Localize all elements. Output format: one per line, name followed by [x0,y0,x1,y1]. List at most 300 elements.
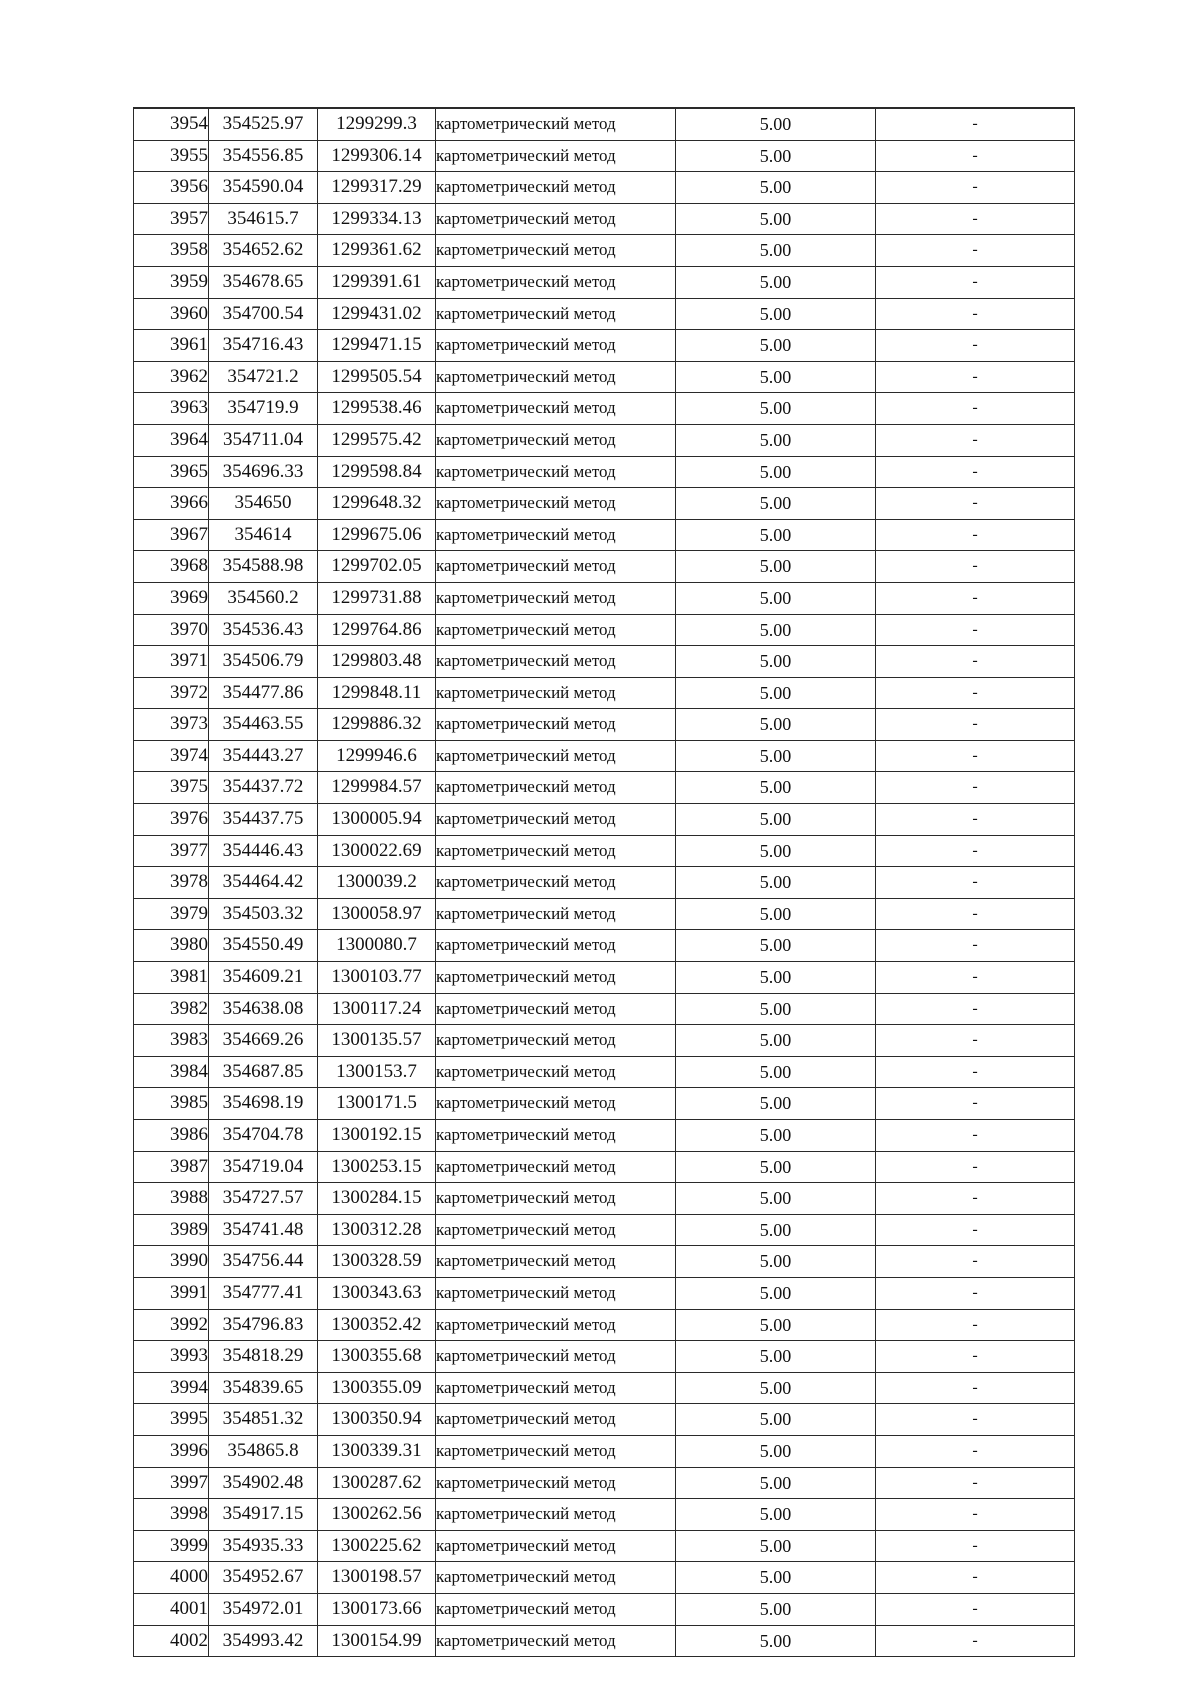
method-cell: картометрический метод [436,1120,676,1152]
precision-cell: 5.00 [676,1530,876,1562]
table-row [134,393,1075,425]
point-number-cell: 3974 [134,740,209,772]
note-cell: - [876,1088,1075,1120]
method-cell: картометрический метод [436,266,676,298]
coordinate-x-cell: 354503.32 [209,898,318,930]
method-cell: картометрический метод [436,551,676,583]
point-number-cell: 3962 [134,361,209,393]
coordinate-y-cell: 1299764.86 [318,614,436,646]
table-row [134,1277,1075,1309]
table-row [134,456,1075,488]
coordinate-x-cell: 354477.86 [209,677,318,709]
note-cell: - [876,1151,1075,1183]
table-row [134,140,1075,172]
note-cell: - [876,551,1075,583]
note-cell: - [876,1625,1075,1657]
precision-cell: 5.00 [676,488,876,520]
method-cell: картометрический метод [436,140,676,172]
note-cell: - [876,1372,1075,1404]
precision-cell: 5.00 [676,1625,876,1657]
point-number-cell: 3978 [134,867,209,899]
coordinate-y-cell: 1299317.29 [318,172,436,204]
note-cell: - [876,1120,1075,1152]
coordinate-x-cell: 354741.48 [209,1214,318,1246]
point-number-cell: 3995 [134,1404,209,1436]
coordinate-x-cell: 354437.75 [209,804,318,836]
precision-cell: 5.00 [676,1467,876,1499]
point-number-cell: 4001 [134,1593,209,1625]
point-number-cell: 3977 [134,835,209,867]
coordinate-x-cell: 354614 [209,519,318,551]
precision-cell: 5.00 [676,1088,876,1120]
precision-cell: 5.00 [676,1277,876,1309]
coordinate-x-cell: 354952.67 [209,1562,318,1594]
note-cell: - [876,298,1075,330]
coordinate-x-cell: 354721.2 [209,361,318,393]
table-row [134,203,1075,235]
coordinate-y-cell: 1300153.7 [318,1056,436,1088]
point-number-cell: 3960 [134,298,209,330]
method-cell: картометрический метод [436,519,676,551]
point-number-cell: 3967 [134,519,209,551]
coordinate-x-cell: 354678.65 [209,266,318,298]
note-cell: - [876,1530,1075,1562]
point-number-cell: 3979 [134,898,209,930]
method-cell: картометрический метод [436,488,676,520]
precision-cell: 5.00 [676,1214,876,1246]
point-number-cell: 3971 [134,646,209,678]
table-row [134,108,1075,140]
method-cell: картометрический метод [436,1246,676,1278]
method-cell: картометрический метод [436,646,676,678]
precision-cell: 5.00 [676,835,876,867]
precision-cell: 5.00 [676,740,876,772]
precision-cell: 5.00 [676,203,876,235]
point-number-cell: 3991 [134,1277,209,1309]
coordinate-x-cell: 354696.33 [209,456,318,488]
coordinate-x-cell: 354756.44 [209,1246,318,1278]
coordinate-x-cell: 354615.7 [209,203,318,235]
note-cell: - [876,1499,1075,1531]
table-row [134,867,1075,899]
note-cell: - [876,172,1075,204]
table-row [134,1214,1075,1246]
point-number-cell: 3992 [134,1309,209,1341]
table-row [134,1404,1075,1436]
coordinate-y-cell: 1300350.94 [318,1404,436,1436]
coordinate-y-cell: 1300339.31 [318,1435,436,1467]
coordinate-y-cell: 1300117.24 [318,993,436,1025]
coordinate-x-cell: 354935.33 [209,1530,318,1562]
note-cell: - [876,772,1075,804]
precision-cell: 5.00 [676,1246,876,1278]
coordinate-x-cell: 354839.65 [209,1372,318,1404]
coordinate-y-cell: 1299848.11 [318,677,436,709]
coordinate-x-cell: 354993.42 [209,1625,318,1657]
coordinate-x-cell: 354609.21 [209,962,318,994]
coordinate-y-cell: 1300253.15 [318,1151,436,1183]
precision-cell: 5.00 [676,235,876,267]
precision-cell: 5.00 [676,140,876,172]
point-number-cell: 3994 [134,1372,209,1404]
point-number-cell: 3959 [134,266,209,298]
coordinate-y-cell: 1300287.62 [318,1467,436,1499]
coordinate-y-cell: 1299471.15 [318,330,436,362]
table-row [134,1120,1075,1152]
coordinate-x-cell: 354590.04 [209,172,318,204]
table-row [134,551,1075,583]
method-cell: картометрический метод [436,772,676,804]
note-cell: - [876,993,1075,1025]
table-row [134,898,1075,930]
point-number-cell: 3986 [134,1120,209,1152]
table-row [134,772,1075,804]
coordinate-y-cell: 1300058.97 [318,898,436,930]
method-cell: картометрический метод [436,1183,676,1215]
note-cell: - [876,867,1075,899]
point-number-cell: 3956 [134,172,209,204]
precision-cell: 5.00 [676,898,876,930]
table-row [134,1088,1075,1120]
precision-cell: 5.00 [676,1341,876,1373]
table-row [134,930,1075,962]
method-cell: картометрический метод [436,835,676,867]
precision-cell: 5.00 [676,677,876,709]
point-number-cell: 3969 [134,582,209,614]
point-number-cell: 3985 [134,1088,209,1120]
method-cell: картометрический метод [436,1056,676,1088]
point-number-cell: 3990 [134,1246,209,1278]
note-cell: - [876,456,1075,488]
table-row [134,614,1075,646]
coordinate-y-cell: 1300080.7 [318,930,436,962]
coordinate-x-cell: 354652.62 [209,235,318,267]
point-number-cell: 3973 [134,709,209,741]
point-number-cell: 3976 [134,804,209,836]
precision-cell: 5.00 [676,646,876,678]
table-row [134,1435,1075,1467]
coordinate-y-cell: 1299886.32 [318,709,436,741]
note-cell: - [876,1467,1075,1499]
coordinate-x-cell: 354525.97 [209,108,318,140]
precision-cell: 5.00 [676,298,876,330]
coordinate-y-cell: 1299598.84 [318,456,436,488]
point-number-cell: 3955 [134,140,209,172]
coordinate-x-cell: 354719.9 [209,393,318,425]
method-cell: картометрический метод [436,1530,676,1562]
point-number-cell: 3984 [134,1056,209,1088]
precision-cell: 5.00 [676,962,876,994]
note-cell: - [876,677,1075,709]
method-cell: картометрический метод [436,361,676,393]
table-row [134,1593,1075,1625]
precision-cell: 5.00 [676,804,876,836]
point-number-cell: 4000 [134,1562,209,1594]
coordinate-y-cell: 1299946.6 [318,740,436,772]
table-row [134,266,1075,298]
table-row [134,330,1075,362]
note-cell: - [876,1277,1075,1309]
method-cell: картометрический метод [436,867,676,899]
precision-cell: 5.00 [676,1404,876,1436]
point-number-cell: 3982 [134,993,209,1025]
precision-cell: 5.00 [676,1372,876,1404]
coordinate-y-cell: 1299575.42 [318,424,436,456]
coordinate-y-cell: 1300171.5 [318,1088,436,1120]
method-cell: картометрический метод [436,1562,676,1594]
table-row [134,1372,1075,1404]
coordinate-x-cell: 354560.2 [209,582,318,614]
method-cell: картометрический метод [436,962,676,994]
coordinate-y-cell: 1299334.13 [318,203,436,235]
coordinate-x-cell: 354727.57 [209,1183,318,1215]
coordinate-y-cell: 1299299.3 [318,108,436,140]
method-cell: картометрический метод [436,1088,676,1120]
method-cell: картометрический метод [436,235,676,267]
coordinate-y-cell: 1299538.46 [318,393,436,425]
note-cell: - [876,1341,1075,1373]
coordinate-y-cell: 1299306.14 [318,140,436,172]
coordinate-y-cell: 1299984.57 [318,772,436,804]
note-cell: - [876,1056,1075,1088]
precision-cell: 5.00 [676,361,876,393]
precision-cell: 5.00 [676,772,876,804]
note-cell: - [876,266,1075,298]
note-cell: - [876,203,1075,235]
method-cell: картометрический метод [436,1499,676,1531]
coordinate-x-cell: 354917.15 [209,1499,318,1531]
coordinate-y-cell: 1299391.61 [318,266,436,298]
point-number-cell: 3961 [134,330,209,362]
coordinate-y-cell: 1300005.94 [318,804,436,836]
precision-cell: 5.00 [676,1435,876,1467]
precision-cell: 5.00 [676,456,876,488]
coordinate-x-cell: 354550.49 [209,930,318,962]
table-row [134,740,1075,772]
method-cell: картометрический метод [436,424,676,456]
method-cell: картометрический метод [436,993,676,1025]
coordinate-x-cell: 354556.85 [209,140,318,172]
precision-cell: 5.00 [676,1120,876,1152]
method-cell: картометрический метод [436,203,676,235]
coordinate-y-cell: 1300039.2 [318,867,436,899]
table-row [134,677,1075,709]
table-row [134,835,1075,867]
point-number-cell: 3997 [134,1467,209,1499]
precision-cell: 5.00 [676,551,876,583]
coordinate-x-cell: 354704.78 [209,1120,318,1152]
coordinate-y-cell: 1299675.06 [318,519,436,551]
coordinate-y-cell: 1300022.69 [318,835,436,867]
note-cell: - [876,646,1075,678]
precision-cell: 5.00 [676,1499,876,1531]
precision-cell: 5.00 [676,709,876,741]
table-row [134,1530,1075,1562]
coordinate-x-cell: 354443.27 [209,740,318,772]
precision-cell: 5.00 [676,172,876,204]
note-cell: - [876,740,1075,772]
coordinate-x-cell: 354463.55 [209,709,318,741]
method-cell: картометрический метод [436,614,676,646]
precision-cell: 5.00 [676,1593,876,1625]
coordinate-x-cell: 354588.98 [209,551,318,583]
note-cell: - [876,1404,1075,1436]
point-number-cell: 3964 [134,424,209,456]
note-cell: - [876,1183,1075,1215]
coordinate-x-cell: 354777.41 [209,1277,318,1309]
coordinates-table [133,107,1075,1657]
note-cell: - [876,898,1075,930]
coordinate-x-cell: 354506.79 [209,646,318,678]
table-row [134,1025,1075,1057]
note-cell: - [876,582,1075,614]
precision-cell: 5.00 [676,1151,876,1183]
note-cell: - [876,1562,1075,1594]
table-row [134,709,1075,741]
method-cell: картометрический метод [436,108,676,140]
precision-cell: 5.00 [676,867,876,899]
coordinate-y-cell: 1300192.15 [318,1120,436,1152]
point-number-cell: 3983 [134,1025,209,1057]
table-row [134,1467,1075,1499]
table-row [134,1183,1075,1215]
coordinate-y-cell: 1300355.68 [318,1341,436,1373]
precision-cell: 5.00 [676,1025,876,1057]
precision-cell: 5.00 [676,1562,876,1594]
table-row [134,1246,1075,1278]
precision-cell: 5.00 [676,108,876,140]
method-cell: картометрический метод [436,1593,676,1625]
table-row [134,1625,1075,1657]
note-cell: - [876,108,1075,140]
method-cell: картометрический метод [436,1467,676,1499]
coordinate-y-cell: 1300262.56 [318,1499,436,1531]
method-cell: картометрический метод [436,677,676,709]
coordinate-x-cell: 354711.04 [209,424,318,456]
coordinate-x-cell: 354446.43 [209,835,318,867]
point-number-cell: 3996 [134,1435,209,1467]
coordinate-x-cell: 354536.43 [209,614,318,646]
method-cell: картометрический метод [436,456,676,488]
point-number-cell: 3958 [134,235,209,267]
coordinate-y-cell: 1300352.42 [318,1309,436,1341]
table-row [134,172,1075,204]
method-cell: картометрический метод [436,1435,676,1467]
coordinate-x-cell: 354437.72 [209,772,318,804]
table-row [134,424,1075,456]
point-number-cell: 3989 [134,1214,209,1246]
table-row [134,646,1075,678]
coordinate-y-cell: 1300328.59 [318,1246,436,1278]
table-row [134,1309,1075,1341]
coordinate-x-cell: 354698.19 [209,1088,318,1120]
point-number-cell: 3975 [134,772,209,804]
table-row [134,962,1075,994]
coordinate-y-cell: 1299431.02 [318,298,436,330]
coordinate-y-cell: 1300312.28 [318,1214,436,1246]
method-cell: картометрический метод [436,930,676,962]
method-cell: картометрический метод [436,1625,676,1657]
precision-cell: 5.00 [676,614,876,646]
note-cell: - [876,519,1075,551]
note-cell: - [876,330,1075,362]
coordinate-x-cell: 354700.54 [209,298,318,330]
precision-cell: 5.00 [676,519,876,551]
coordinate-y-cell: 1300355.09 [318,1372,436,1404]
point-number-cell: 3966 [134,488,209,520]
table-row [134,804,1075,836]
coordinate-x-cell: 354716.43 [209,330,318,362]
method-cell: картометрический метод [436,1404,676,1436]
precision-cell: 5.00 [676,1309,876,1341]
note-cell: - [876,1309,1075,1341]
coordinate-x-cell: 354851.32 [209,1404,318,1436]
coordinate-y-cell: 1299505.54 [318,361,436,393]
coordinate-x-cell: 354464.42 [209,867,318,899]
note-cell: - [876,835,1075,867]
coordinate-y-cell: 1300343.63 [318,1277,436,1309]
table-row [134,993,1075,1025]
note-cell: - [876,235,1075,267]
precision-cell: 5.00 [676,393,876,425]
point-number-cell: 3954 [134,108,209,140]
method-cell: картометрический метод [436,298,676,330]
precision-cell: 5.00 [676,582,876,614]
point-number-cell: 3993 [134,1341,209,1373]
coordinate-x-cell: 354638.08 [209,993,318,1025]
method-cell: картометрический метод [436,1341,676,1373]
coordinate-y-cell: 1299731.88 [318,582,436,614]
point-number-cell: 3980 [134,930,209,962]
precision-cell: 5.00 [676,1056,876,1088]
method-cell: картометрический метод [436,804,676,836]
note-cell: - [876,930,1075,962]
coordinate-y-cell: 1299803.48 [318,646,436,678]
table-row [134,235,1075,267]
coordinate-x-cell: 354796.83 [209,1309,318,1341]
method-cell: картометрический метод [436,898,676,930]
table-row [134,1341,1075,1373]
coordinate-y-cell: 1300154.99 [318,1625,436,1657]
coordinate-y-cell: 1300225.62 [318,1530,436,1562]
method-cell: картометрический метод [436,330,676,362]
precision-cell: 5.00 [676,266,876,298]
point-number-cell: 3963 [134,393,209,425]
note-cell: - [876,1025,1075,1057]
coordinate-y-cell: 1300103.77 [318,962,436,994]
coordinate-x-cell: 354972.01 [209,1593,318,1625]
coordinate-y-cell: 1300284.15 [318,1183,436,1215]
method-cell: картометрический метод [436,393,676,425]
table-row [134,1151,1075,1183]
note-cell: - [876,1246,1075,1278]
note-cell: - [876,1214,1075,1246]
coordinate-x-cell: 354669.26 [209,1025,318,1057]
precision-cell: 5.00 [676,993,876,1025]
coordinate-y-cell: 1299702.05 [318,551,436,583]
note-cell: - [876,1435,1075,1467]
coordinate-y-cell: 1299361.62 [318,235,436,267]
point-number-cell: 3957 [134,203,209,235]
coordinate-x-cell: 354719.04 [209,1151,318,1183]
coordinates-table-body [134,108,1075,1657]
note-cell: - [876,424,1075,456]
precision-cell: 5.00 [676,1183,876,1215]
note-cell: - [876,140,1075,172]
precision-cell: 5.00 [676,930,876,962]
coordinate-x-cell: 354902.48 [209,1467,318,1499]
point-number-cell: 3981 [134,962,209,994]
